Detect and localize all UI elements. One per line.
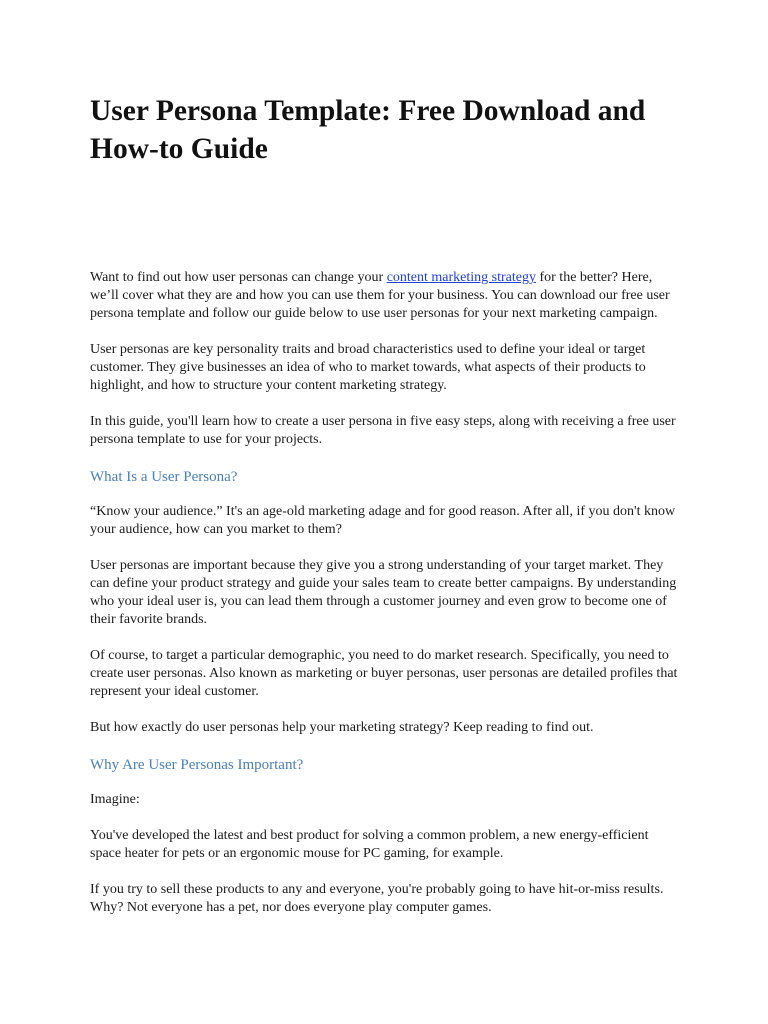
document-page [90,92,680,935]
section-heading-why-are-user-personas-important: Why Are User Personas Important? [90,757,304,773]
intro-text-after-link: for the better? Here, we’ll cover what they are and how you can use them for your business. You can download our free user persona template and follow our guide below to use user personas for your next marketing campaign. [90,270,670,321]
paragraph: You've developed the latest and best product for solving a common problem, a new energy-efficient space heater for pets or an ergonomic mouse for PC gaming, for example. [90,828,649,861]
intro-paragraph [90,269,680,323]
paragraph: Of course, to target a particular demographic, you need to do market research. Specifically, you need to create user personas. Also known as marketing or buyer personas, user personas are detailed profiles that represent your ideal customer. [90,648,678,699]
paragraph: User personas are key personality traits and broad characteristics used to define your ideal or target customer. They give businesses an idea of who to market towards, what aspects of their products to highlight, and how to structure your content marketing strategy. [90,342,646,393]
intro-text-before-link: Want to find out how user personas can change your [90,270,387,285]
paragraph: In this guide, you'll learn how to create a user persona in five easy steps, along with receiving a free user persona template to use for your projects. [90,414,676,447]
content-marketing-strategy-link[interactable]: content marketing strategy [386,270,536,285]
paragraph: But how exactly do user personas help your marketing strategy? Keep reading to find out. [90,720,594,735]
section-heading-what-is-a-user-persona: What Is a User Persona? [90,469,238,485]
paragraph: User personas are important because they give you a strong understanding of your target market. They can define your product strategy and guide your sales team to create better campaigns. By understanding who your ideal user is, you can lead them through a customer journey and even grow to become one of their favorite brands. [90,558,677,627]
paragraph: Imagine: [90,792,140,807]
paragraph: If you try to sell these products to any and everyone, you're probably going to have hit-or-miss results. Why? Not everyone has a pet, nor does everyone play computer games. [90,882,664,915]
document-title: User Persona Template: Free Download and How-to Guide [90,95,646,165]
paragraph: “Know your audience.” It's an age-old marketing adage and for good reason. After all, if you don't know your audience, how can you market to them? [90,504,676,537]
